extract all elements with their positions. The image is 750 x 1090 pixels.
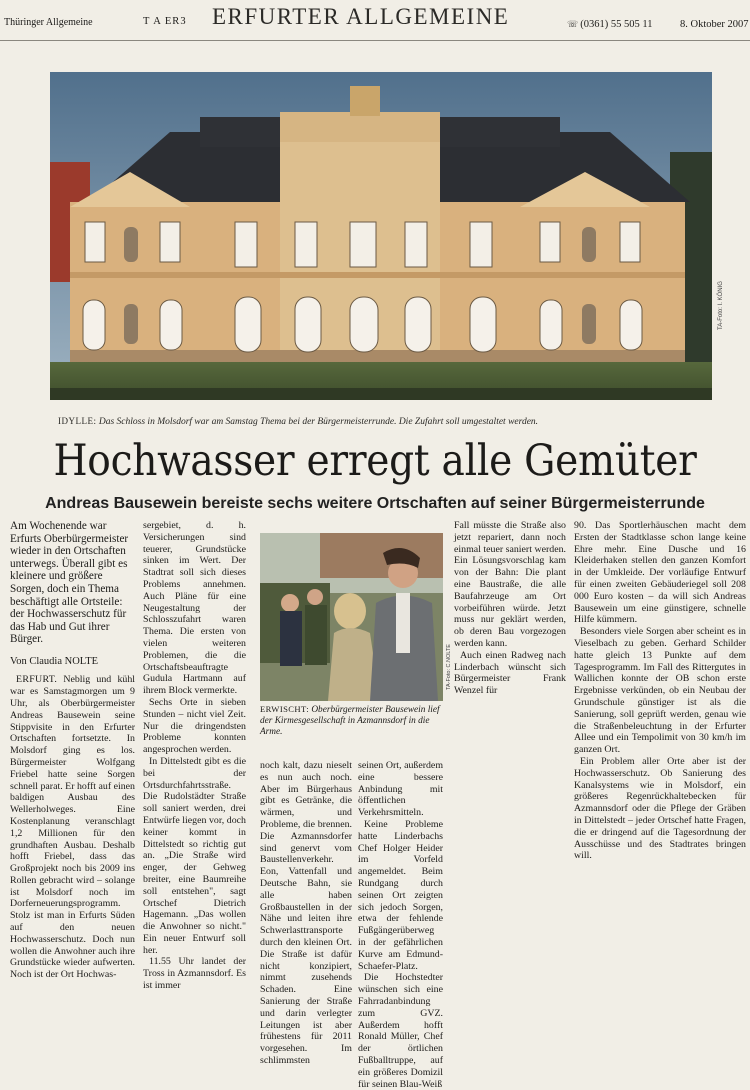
edition-code: T A ER3	[143, 16, 187, 27]
masthead	[0, 0, 750, 41]
caption2-text: Oberbürgermeister Bausewein lief der Kirmesgesellschaft in Azmannsdorf in die Arme.	[260, 705, 440, 737]
column-2	[143, 520, 246, 992]
newspaper-title: ERFURTER ALLGEMEINE	[212, 4, 510, 29]
col3a-paragraph: noch kalt, dazu nieselt es nun auch noch. Aber im Bürgerhaus gibt es Getränke, die wärmen, und Probleme, die brennen. Die Azmannsdorfer sind genervt vom Baustellenverkehr. Eon, Vattenfall und Deutsche Bahn, sie alle haben Großbaustellen in der Nähe und leiten ihre Schwerlasttransporte durch den kleinen Ort. Die Straße ist dafür nicht konzipiert, nimmt zusehends Schaden. Eine Sanierung der Straße und darin verlegter Leitungen ist aber frühestens für 2011 vorgesehen. Im schlimmsten	[260, 760, 352, 1066]
caption-lead: IDYLLE:	[58, 416, 97, 426]
paper-name-small: Thüringer Allgemeine	[4, 17, 93, 28]
col3b-paragraph-1: seinen Ort, außerdem eine bessere Anbindung mit öffentlichen Verkehrsmitteln.	[358, 760, 443, 819]
issue-date: 8. Oktober 2007	[680, 19, 749, 30]
byline: Von Claudia NOLTE	[10, 655, 99, 667]
article-teaser: Am Wochenende war Erfurts Oberbürgermeister wieder in den Ortschaften unterwegs. Überall gibt es kleinere und größere Sorgen, doch ein Thema beschäftigt alle Ortsteile: der Hochwasserschutz für das Hab und Gut ihrer Bürger.	[10, 520, 129, 646]
col1-text: Neblig und kühl war es Samstagmorgen um 9 Uhr, als Oberbürgermeister Andreas Bausewein seine Stippvisite in den Erfurter Ortschaften fortsetzte. In Molsdorf ging es los. Bürgermeister Wolfgang Friebel hatte seine Sorgen schnell parat. Er hofft auf einen baldigen Ausbau des Wellerholweges. Eine Kostenplanung veranschlagt 1,2 Millionen für den grundhaften Ausbau. Deshalb hofft Friebel, dass das Großprojekt noch bis 2009 ins Rollen gebracht wird – solange ist Molsdorf noch im Dorferneuerungsprogramm. Stolz ist man in Erfurts Süden auf den neuen Hochwasserschutz. Doch nun wollen die Anwohner auch ihre Grundstücke wieder aufwerten. Noch ist der Ort Hochwas-	[10, 674, 135, 981]
col3b-paragraph-3: Die Hochstedter wünschen sich eine Fahrradanbindung zum GVZ. Außerdem hofft Ronald Müller, Chef der örtlichen Fußballtruppe, auf ein größeres Domizil für seinen Blau-Weiß	[358, 972, 443, 1090]
castle-illustration	[50, 72, 712, 400]
telephone-icon: ☏	[567, 19, 579, 29]
castle-photo	[50, 72, 712, 400]
column-4	[454, 520, 566, 697]
column-3b	[358, 760, 443, 1090]
mayor-illustration	[260, 533, 443, 701]
col2-paragraph-1: sergebiet, d. h. Versicherungen sind teuerer, Grundstücke sinken im Wert. Der Stadtrat soll sich dieses Problems annehmen. Auch Pläne für eine Neugestaltung der Schlosszufahrt waren Thema. Die ersten von vielen weiteren Problemen, die die Ortschaftsbeauftragte Gudula Hartmann auf ihrem Block vermerkte.	[143, 520, 246, 697]
col2-paragraph-2: Sechs Orte in sieben Stunden – nicht viel Zeit. Nur die dringendsten Probleme konnten angesprochen werden.	[143, 696, 246, 756]
photo2-credit: TA-Foto: C.NOLTE	[446, 644, 452, 690]
column-3a	[260, 760, 352, 1067]
col1-paragraph	[10, 674, 135, 981]
col2-paragraph-4: 11.55 Uhr landet der Tross in Azmannsdorf. Es ist immer	[143, 956, 246, 992]
col5-paragraph-2: Besonders viele Sorgen aber scheint es in Vieselbach zu geben. Gerhard Schilder hatte gleich 13 Punkte auf dem Tagesprogramm. Im Fall des Rittergutes in Wallichen konnte der OB schon erste Ergebnisse verkünden, ob ein Neubau der Grundschule günstiger ist als die Sanierung, soll geprüft werden, genau wie die Straßenbeleuchtung in der Erfurter Allee und ein Tempolimit von 30 km/h im ganzen Ort.	[574, 626, 746, 756]
column-5	[574, 520, 746, 862]
photo-caption	[58, 416, 718, 427]
photo2-caption	[260, 704, 448, 738]
article-subheadline: Andreas Bausewein bereiste sechs weitere Ortschaften auf seiner Bürgermeisterrunde	[45, 495, 705, 512]
col2-paragraph-3: In Dittelstedt gibt es die bei der Ortsdurchfahrtsstraße. Die Rudolstädter Straße soll saniert werden, drei Entwürfe liegen vor, doch keiner kommt in Dittelstedt so richtig gut an. „Die Straße wird enger, der Gehweg breiter, eine Baumreihe soll entstehen", sagt Ortschef Dietrich Hagemann. „Das wollen die Anwohner so nicht." Ein neuer Entwurf soll her.	[143, 755, 246, 956]
caption-text: Das Schloss in Molsdorf war am Samstag Thema bei der Bürgermeisterrunde. Die Zufahrt soll umgestaltet werden.	[96, 417, 539, 427]
col3b-paragraph-2: Keine Probleme hatte Linderbachs Chef Holger Heider im Vorfeld angemeldet. Beim Rundgang durch seinen Ort zeigten sich jedoch Sorgen, etwa der fehlende Fußgängerüberweg in der gefährlichen Kurve am Edmund-Schaefer-Platz.	[358, 818, 443, 972]
dateline: ERFURT.	[16, 674, 58, 686]
col5-paragraph-3: Ein Problem aller Orte aber ist der Hochwasserschutz. Ob Sanierung des Kanalsystems wie in Molsdorf, ein größeres Regenrückhaltebecken für Azmannsdorf oder die Pflege der Gräben in Dittelstedt – jeder Ortschef hatte Fragen, die er dringend auf die Tagesordnung der Ausschüsse und des Stadtrates bringen will.	[574, 755, 746, 862]
article-headline: Hochwasser erregt alle Gemüter	[53, 436, 697, 486]
phone-number-text: (0361) 55 505 11	[580, 19, 653, 30]
col5-paragraph-1: 90. Das Sportlerhäuschen macht dem Ersten der Stadtklasse schon lange keine Ehre mehr. Eine Dusche und 16 Kleiderhaken stellen den ganzen Komfort in der Umkleide. Der vorläufige Entwurf für einen zweiten Gebäuderiegel soll 208 000 Euro kosten – da will sich Andreas Bausewein um eine günstigere, schnelle Hilfe kümmern.	[574, 520, 746, 626]
photo-credit: TA-Foto: I. KÖNIG	[718, 281, 724, 330]
column-1	[10, 520, 135, 981]
col4-paragraph-1: Fall müsste die Straße also jetzt repariert, dann noch einmal teuer saniert werden. Ein Lösungsvorschlag kam von der Bahn: Die plant eine Baustraße, die alle Baufahrzeuge am Ort vorbeiführen würde. Jetzt muss nur geklärt werden, ob deren Bau vorgezogen werden kann.	[454, 520, 566, 649]
mayor-photo	[260, 533, 443, 701]
caption2-lead: ERWISCHT:	[260, 704, 310, 714]
col4-paragraph-2: Auch einen Radweg nach Linderbach wünscht sich Bürgermeister Frank Wenzel für	[454, 649, 566, 697]
phone-number	[567, 19, 653, 30]
